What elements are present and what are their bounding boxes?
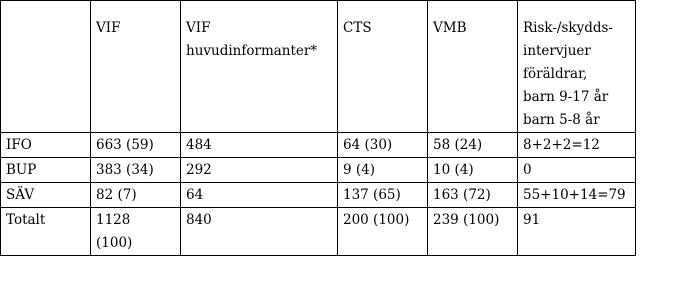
cell-vmb: 163 (72) (428, 183, 518, 208)
table-row-ifo (1, 133, 636, 158)
cell-vif-huvud: 292 (181, 158, 338, 183)
header-risk-line3: föräldrar, (523, 66, 588, 82)
cell-cts: 137 (65) (338, 183, 428, 208)
row-label: SÄV (1, 183, 91, 208)
header-risk-line1: Risk-/skydds- (523, 20, 613, 36)
cell-cts: 200 (100) (338, 208, 428, 256)
cell-cts: 9 (4) (338, 158, 428, 183)
header-risk-line5: barn 5-8 år (523, 112, 600, 128)
header-risk-line4: barn 9-17 år (523, 89, 609, 105)
cell-vif: 82 (7) (91, 183, 181, 208)
cell-risk: 8+2+2=12 (518, 133, 636, 158)
cell-risk: 55+10+14=79 (518, 183, 636, 208)
cell-vif: 383 (34) (91, 158, 181, 183)
row-label: IFO (1, 133, 91, 158)
header-risk-line2: intervjuer (523, 43, 591, 59)
cell-risk: 0 (518, 158, 636, 183)
cell-vmb: 10 (4) (428, 158, 518, 183)
row-label: Totalt (1, 208, 91, 256)
header-vif-huvud-line2: huvudinformanter* (186, 43, 318, 59)
cell-vif-huvud: 840 (181, 208, 338, 256)
header-vif-huvud-line1: VIF (186, 20, 211, 36)
header-vif: VIF (91, 1, 181, 133)
cell-vif-huvud: 64 (181, 183, 338, 208)
table-row-totalt (1, 208, 636, 256)
header-row (1, 1, 636, 133)
cell-vmb: 58 (24) (428, 133, 518, 158)
header-cts: CTS (338, 1, 428, 133)
cell-cts: 64 (30) (338, 133, 428, 158)
cell-vif-huvud: 484 (181, 133, 338, 158)
header-vif-huvudinformanter (181, 1, 338, 133)
cell-vmb: 239 (100) (428, 208, 518, 256)
header-vmb: VMB (428, 1, 518, 133)
cell-vif (91, 208, 181, 256)
table-row-sav (1, 183, 636, 208)
header-blank-cell (1, 1, 91, 133)
total-vif-line1: 1128 (96, 212, 131, 228)
row-label: BUP (1, 158, 91, 183)
table-row-bup (1, 158, 636, 183)
cell-vif: 663 (59) (91, 133, 181, 158)
total-vif-line2: (100) (96, 235, 133, 251)
header-risk-skydd (518, 1, 636, 133)
cell-risk: 91 (518, 208, 636, 256)
